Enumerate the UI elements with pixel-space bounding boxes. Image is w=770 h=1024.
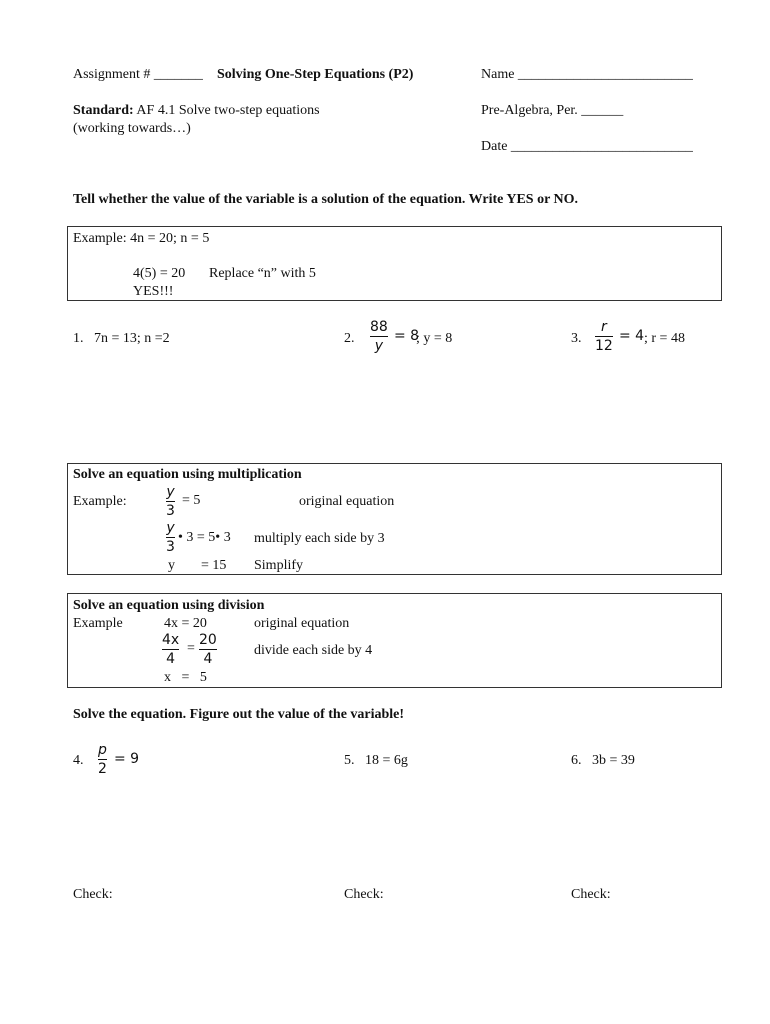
fraction-bar (199, 649, 217, 650)
problem-2-tail: ; y = 8 (416, 331, 453, 346)
div-row2-note: divide each side by 4 (254, 643, 373, 658)
mult-row3-lhs: y (168, 558, 175, 573)
example-box (67, 226, 722, 301)
fraction-numerator: 88 (370, 319, 388, 335)
mult-row2-rhs: • 3 = 5• 3 (178, 530, 231, 545)
fraction-numerator: 4x (162, 632, 180, 648)
fraction-numerator: p (98, 742, 107, 758)
div-row3-eq: x = 5 (164, 670, 207, 685)
fraction-denominator: 4 (166, 651, 176, 667)
fraction-bar (166, 537, 175, 538)
name-line: Name _________________________ (481, 67, 693, 82)
problem-3-rhs: = 4 (619, 328, 645, 344)
fraction-numerator: y (166, 520, 175, 536)
check-label-5: Check: (344, 887, 384, 902)
assignment-label: Assignment # _______ (73, 67, 203, 82)
problem-1 (73, 331, 170, 347)
fraction-denominator: 12 (595, 338, 613, 354)
standard-label: Standard: (73, 103, 134, 118)
mult-row1-note: original equation (299, 494, 395, 509)
problem-3-number: 3. (571, 331, 582, 346)
worksheet-title: Solving One-Step Equations (P2) (217, 67, 414, 82)
division-box (67, 593, 722, 688)
div-left-fraction (162, 633, 179, 666)
problem-4-rhs: = 9 (114, 751, 140, 767)
mult-row2-fraction (166, 521, 175, 554)
problem-2-rhs: = 8 (394, 328, 420, 344)
div-row1-eq: 4x = 20 (164, 616, 207, 631)
mult-row2-note: multiply each side by 3 (254, 531, 385, 546)
problem-4-fraction (98, 743, 107, 776)
section2-instructions: Solve the equation. Figure out the value of the variable! (73, 707, 405, 722)
multiplication-title: Solve an equation using multiplication (73, 467, 302, 482)
course-line: Pre-Algebra, Per. ______ (481, 103, 624, 118)
example-line2-note: Replace “n” with 5 (209, 266, 316, 281)
problem-number: 5. (344, 753, 355, 768)
fraction-numerator: 20 (199, 632, 217, 648)
fraction-bar (370, 336, 388, 337)
fraction-denominator: 2 (98, 761, 107, 777)
problem-text: 18 = 6g (365, 753, 408, 768)
example-line2: 4(5) = 20 (133, 266, 186, 281)
mult-row3-note: Simplify (254, 558, 304, 573)
fraction-denominator: 3 (166, 539, 175, 555)
division-title: Solve an equation using division (73, 598, 265, 613)
problem-text: 7n = 13; n =2 (94, 331, 170, 346)
fraction-bar (595, 336, 613, 337)
problem-text: 3b = 39 (592, 753, 635, 768)
mult-row1-fraction (166, 485, 175, 518)
problem-4-number: 4. (73, 753, 84, 768)
fraction-denominator: 4 (203, 651, 213, 667)
fraction-bar (162, 649, 179, 650)
fraction-bar (166, 501, 175, 502)
standard-note: (working towards…) (73, 121, 191, 136)
standard (73, 103, 320, 119)
example-line1: Example: 4n = 20; n = 5 (73, 231, 210, 246)
mult-row1-rhs: = 5 (182, 493, 201, 508)
problem-5 (344, 753, 408, 769)
div-row1-note: original equation (254, 616, 350, 631)
check-label-4: Check: (73, 887, 113, 902)
multiplication-box (67, 463, 722, 575)
standard-text: AF 4.1 Solve two-step equations (136, 103, 320, 118)
date-line: Date __________________________ (481, 139, 693, 154)
div-eq-sign: = (187, 641, 195, 656)
problem-3-fraction (595, 320, 613, 353)
problem-3-tail: ; r = 48 (644, 331, 685, 346)
mult-row3-rhs: = 15 (201, 558, 227, 573)
div-right-fraction (199, 633, 217, 666)
fraction-denominator: 3 (166, 503, 175, 519)
problem-number: 6. (571, 753, 582, 768)
fraction-denominator: y (374, 338, 384, 354)
fraction-numerator: r (601, 319, 607, 335)
check-label-6: Check: (571, 887, 611, 902)
fraction-bar (98, 759, 107, 760)
section1-instructions: Tell whether the value of the variable is a solution of the equation. Write YES or NO. (73, 192, 579, 207)
problem-6 (571, 753, 635, 769)
division-example-label: Example (73, 616, 123, 631)
problem-2-fraction (370, 320, 388, 353)
example-line3: YES!!! (133, 284, 174, 299)
problem-number: 1. (73, 331, 84, 346)
multiplication-example-label: Example: (73, 494, 127, 509)
problem-2-number: 2. (344, 331, 355, 346)
fraction-numerator: y (166, 484, 175, 500)
